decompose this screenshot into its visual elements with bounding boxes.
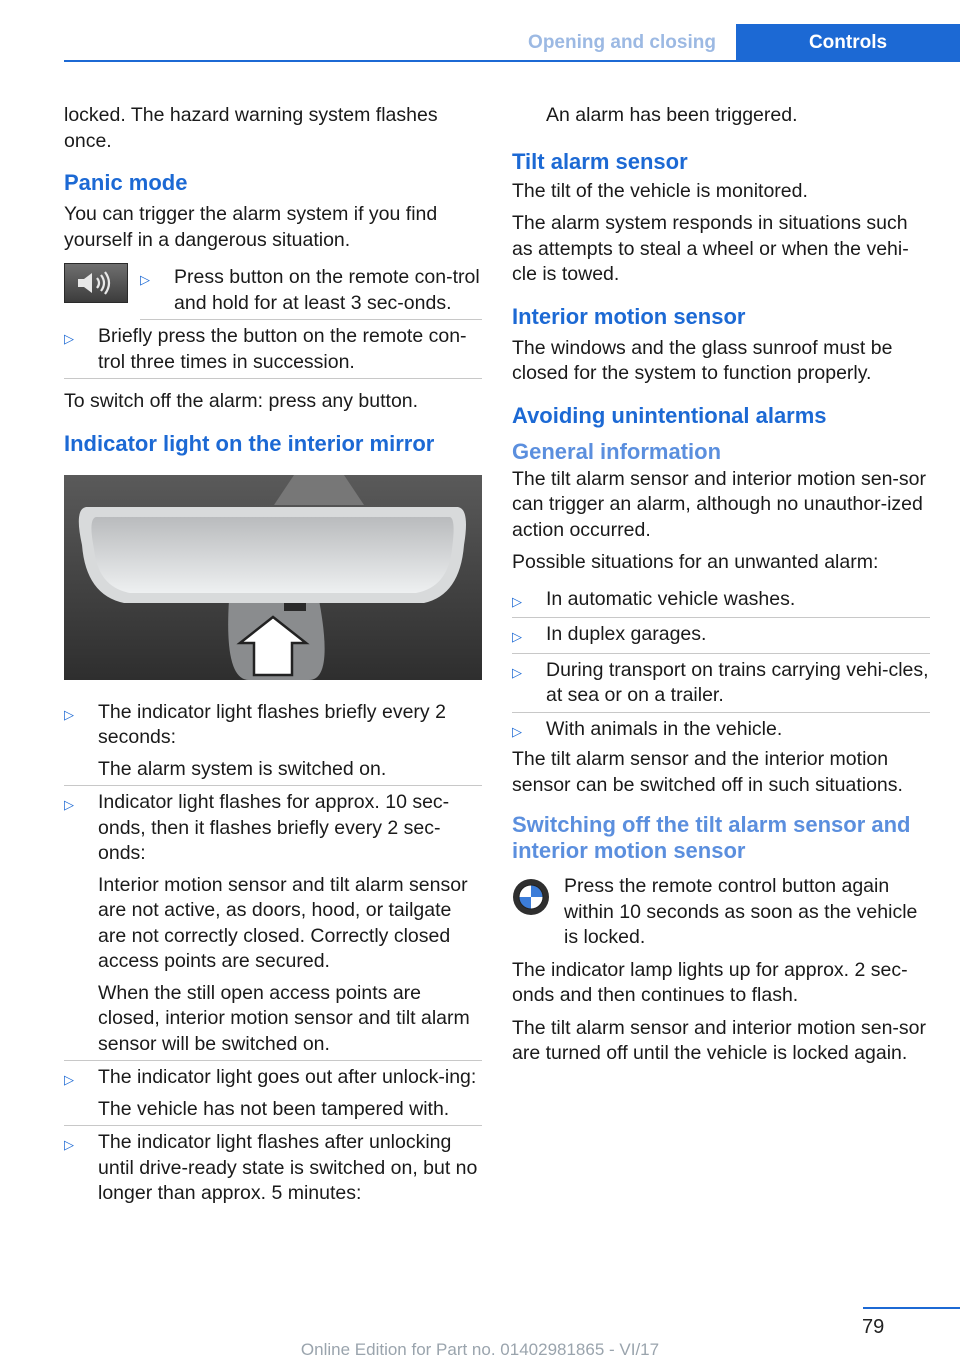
list-item — [512, 618, 930, 654]
list-item — [64, 1061, 482, 1126]
general-text-1: The tilt alarm sensor and interior motion sen-sor can trigger an alarm, although no unauthor-ized action occurred. — [512, 467, 927, 541]
bullet-triangle-icon: ▷ — [512, 593, 522, 609]
general-text-2: Possible situations for an unwanted alarm: — [512, 551, 879, 573]
list-item — [64, 320, 482, 379]
bullet-text: Press button on the remote con-trol and hold for at least 3 sec-onds. — [174, 266, 480, 314]
edition-footer: Online Edition for Part no. 01402981865 - VI/17 — [300, 1340, 660, 1359]
switch-off-text-2: The indicator lamp lights up for approx. 2 sec-onds and then continues to flash. — [512, 958, 908, 1006]
bullet-subtext: When the still open access points are closed, interior motion sensor and tilt alarm sensor will be switched on. — [98, 981, 470, 1055]
page-number-rule — [863, 1307, 960, 1309]
list-item — [64, 1126, 482, 1210]
bullet-triangle-icon: ▷ — [64, 1072, 74, 1087]
bullet-text: In duplex garages. — [546, 623, 707, 645]
panic-mode-text: You can trigger the alarm system if you find yourself in a dangerous situation. — [64, 203, 438, 251]
bullet-text: Indicator light flashes for approx. 10 sec-onds, then it flashes briefly every 2 sec-onds: — [98, 791, 450, 864]
general-info-heading: General information — [512, 438, 722, 464]
list-item — [140, 261, 482, 320]
speaker-sound-icon — [64, 263, 128, 303]
bullet-triangle-icon: ▷ — [64, 797, 74, 812]
bullet-text: The indicator light flashes after unlocking until drive-ready state is switched on, but no longer than approx. 5 minutes: — [98, 1131, 478, 1204]
left-column — [64, 103, 482, 1210]
switch-off-text: To switch off the alarm: press any button. — [64, 390, 419, 412]
switch-off-text-3: The tilt alarm sensor and interior motion sen-sor are turned off until the vehicle is locked again. — [512, 1016, 927, 1064]
section-tab[interactable]: Opening and closing — [528, 32, 716, 53]
bullet-text: In automatic vehicle washes. — [546, 587, 796, 610]
panic-bullet-wrap — [140, 261, 482, 320]
general-text-3: The tilt alarm sensor and the interior motion sensor can be switched off in such situations. — [512, 748, 903, 796]
tilt-text-1: The tilt of the vehicle is monitored. — [512, 179, 808, 202]
bullet-text: The indicator light flashes briefly every 2 seconds: — [98, 700, 446, 748]
motion-text: The windows and the glass sunroof must be closed for the system to function properly. — [512, 336, 893, 384]
bullet-text: Briefly press the button on the remote con-trol three times in succession. — [98, 325, 467, 373]
bmw-instruction — [512, 874, 930, 951]
bullet-subtext: The alarm system is switched on. — [98, 757, 387, 780]
alarm-triggered-text: An alarm has been triggered. — [546, 104, 798, 126]
bullet-triangle-icon: ▷ — [64, 331, 74, 346]
bullet-subtext: Interior motion sensor and tilt alarm sensor are not active, as doors, hood, or tailgate are not correctly closed. Correctly closed access points are secured. — [98, 873, 468, 972]
avoid-alarms-heading: Avoiding unintentional alarms — [512, 402, 827, 428]
bullet-triangle-icon: ▷ — [64, 706, 74, 722]
bullet-triangle-icon: ▷ — [512, 664, 522, 680]
bullet-text: The indicator light goes out after unlock-ing: — [98, 1066, 477, 1088]
motion-sensor-heading: Interior motion sensor — [512, 303, 746, 329]
tilt-sensor-heading: Tilt alarm sensor — [512, 148, 688, 174]
switch-off-heading: Switching off the tilt alarm sensor and interior motion sensor — [512, 812, 911, 863]
bullet-text: During transport on trains carrying vehi-cles, at sea or on a trailer. — [546, 658, 929, 706]
list-item — [64, 786, 482, 1061]
interior-mirror-image — [64, 475, 482, 680]
panic-mode-heading: Panic mode — [64, 170, 188, 195]
list-item — [512, 583, 930, 619]
page-number: 79 — [862, 1316, 885, 1338]
list-item — [512, 654, 930, 713]
switch-off-text-1: Press the remote control button again within 10 seconds as soon as the vehicle is locked. — [564, 875, 918, 948]
bullet-triangle-icon: ▷ — [512, 723, 522, 739]
bmw-logo-icon — [512, 878, 550, 916]
panic-icon-row — [64, 261, 482, 320]
right-column — [512, 103, 930, 1074]
bullet-text: With animals in the vehicle. — [546, 717, 783, 740]
chapter-tab[interactable]: Controls — [736, 24, 960, 62]
list-item — [64, 696, 482, 787]
bullet-subtext: The vehicle has not been tampered with. — [98, 1097, 450, 1120]
intro-text: locked. The hazard warning system flashes once. — [64, 104, 438, 152]
indicator-heading: Indicator light on the interior mirror — [64, 430, 435, 456]
bullet-triangle-icon: ▷ — [512, 629, 522, 644]
list-item — [512, 713, 930, 748]
tilt-text-2: The alarm system responds in situations such as attempts to steal a wheel or when the vehi-cle is towed. — [512, 212, 909, 285]
bullet-triangle-icon: ▷ — [140, 272, 150, 287]
bullet-triangle-icon: ▷ — [64, 1137, 74, 1152]
